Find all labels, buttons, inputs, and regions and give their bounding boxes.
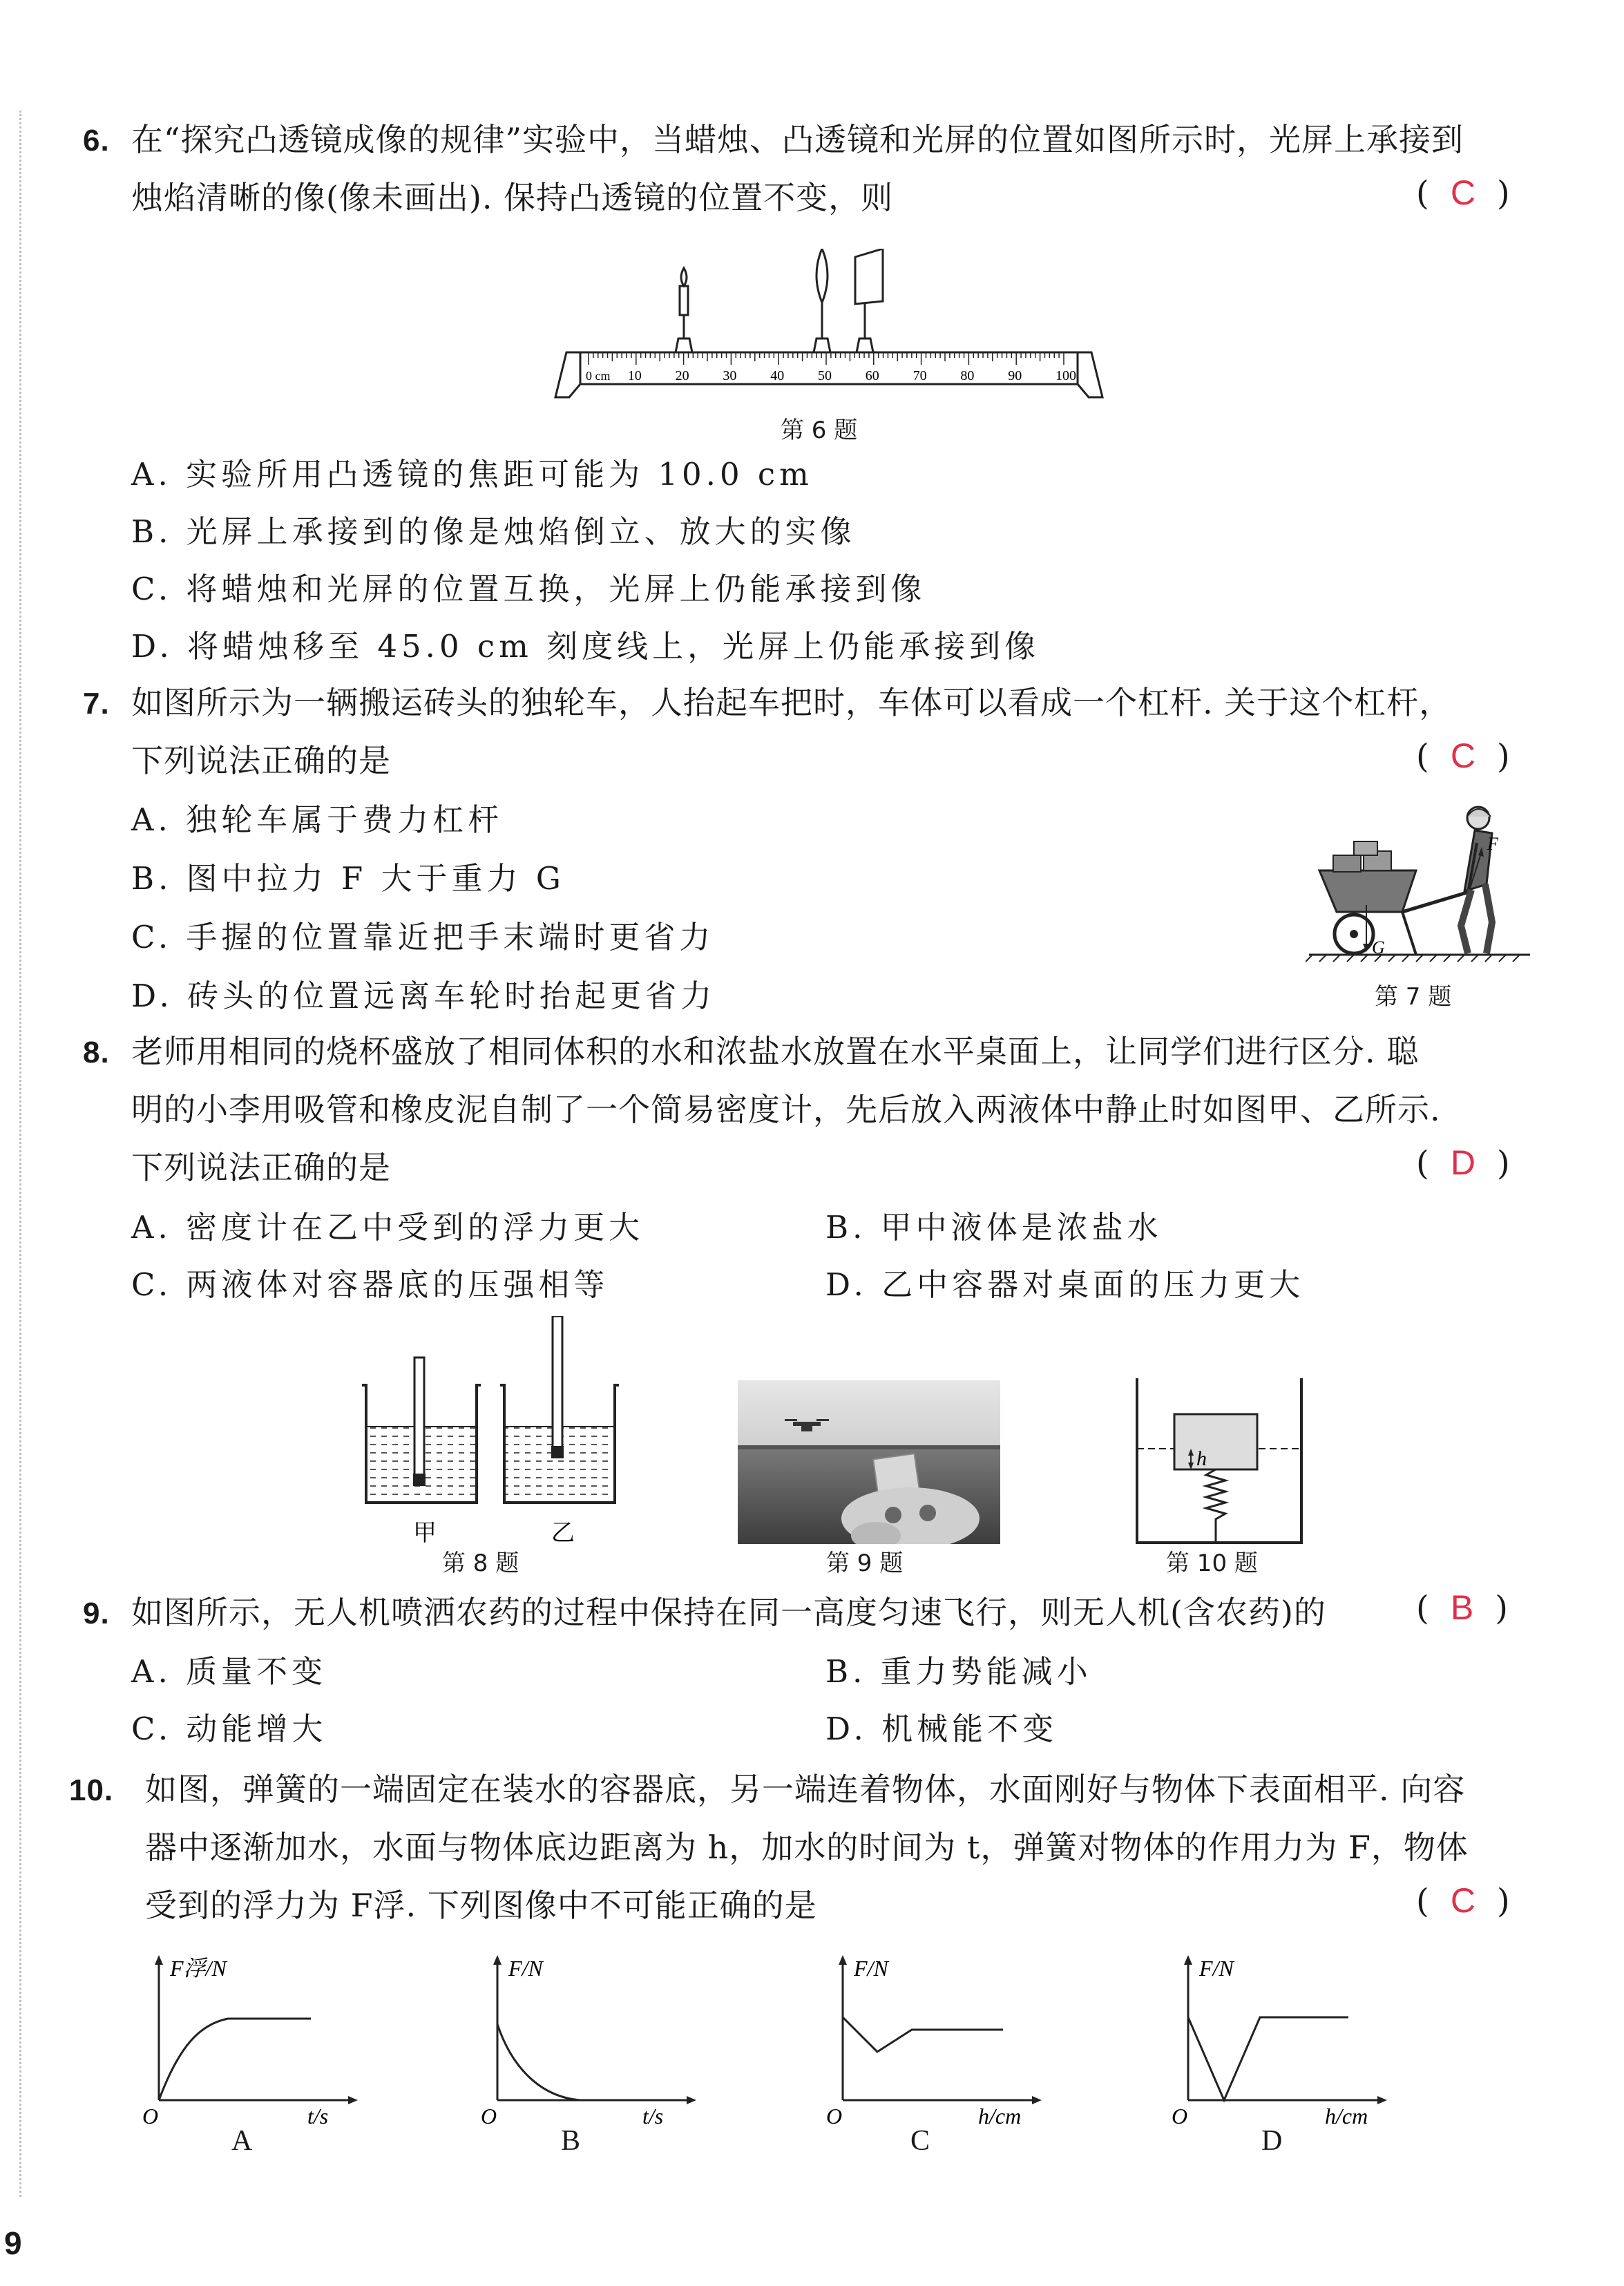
graph-c-letter: C	[910, 2125, 930, 2157]
graph-c-origin: O	[826, 2104, 843, 2128]
graph-d-ylabel: F/N	[1199, 1956, 1234, 1981]
graph-c-xlabel: h/cm	[978, 2104, 1022, 2128]
figure-caption-8: 第 8 题	[442, 1550, 519, 1577]
graph-b-ylabel: F/N	[508, 1956, 543, 1981]
question-10-line1: 如图，弹簧的一端固定在装水的容器底，另一端连着物体，水面刚好与物体下表面相平. 向容	[145, 1771, 1466, 1808]
graph-a	[138, 1948, 373, 2128]
curve-c	[843, 2017, 1003, 2052]
ruler-tick-label: 60	[865, 368, 879, 383]
graph-b-xlabel: t/s	[642, 2104, 664, 2128]
ruler-tick-label: 70	[913, 368, 927, 383]
h-label: h	[1196, 1447, 1207, 1470]
answer-bracket-7: ( C )	[1416, 736, 1510, 776]
option-8b: B. 甲中液体是浓盐水	[825, 1209, 1163, 1246]
answer-value: C	[1450, 173, 1475, 212]
ruler-tick-label: 20	[675, 368, 689, 383]
candle	[676, 268, 692, 352]
page-number: 9	[4, 2225, 22, 2261]
gravity-g-label: G	[1372, 937, 1385, 958]
option-9a: A. 质量不变	[131, 1653, 327, 1690]
answer-value: D	[1450, 1143, 1475, 1182]
question-8	[83, 1022, 110, 1082]
option-7c: C. 手握的位置靠近把手末端时更省力	[131, 919, 715, 955]
graph-b	[477, 1948, 711, 2128]
option-8c: C. 两液体对容器底的压强相等	[131, 1266, 609, 1303]
question-number: 7.	[83, 687, 110, 721]
question-10-line3: 受到的浮力为 F浮. 下列图像中不可能正确的是	[145, 1887, 817, 1924]
question-7	[83, 674, 110, 733]
question-9	[83, 1583, 110, 1643]
graph-b-origin: O	[481, 2104, 497, 2128]
beakers-figure	[359, 1316, 649, 1544]
ruler-tick-label: 10	[627, 368, 642, 383]
ruler-tick-label: 0 cm	[586, 369, 611, 383]
block-object	[1174, 1414, 1257, 1469]
option-6d: D. 将蜡烛移至 45.0 cm 刻度线上，光屏上仍能承接到像	[131, 628, 1040, 665]
answer-value: C	[1450, 1881, 1475, 1920]
question-6-line2: 烛焰清晰的像(像未画出). 保持凸透镜的位置不变，则	[131, 179, 894, 216]
option-7a: A. 独轮车属于费力杠杆	[131, 801, 504, 838]
graph-d-letter: D	[1261, 2125, 1283, 2157]
figure-caption-6: 第 6 题	[781, 417, 858, 444]
question-10	[69, 1760, 113, 1820]
wheelbarrow-tray	[1319, 870, 1416, 912]
question-7-line1: 如图所示为一辆搬运砖头的独轮车，人抬起车把时，车体可以看成一个杠杆. 关于这个杠杆，	[131, 684, 1452, 721]
person	[1461, 807, 1492, 953]
figure-caption-9: 第 9 题	[826, 1550, 904, 1577]
option-9d: D. 机械能不变	[825, 1711, 1058, 1747]
option-9c: C. 动能增大	[131, 1711, 327, 1747]
optical-bench-figure	[553, 249, 1105, 415]
label-yi: 乙	[551, 1521, 575, 1544]
spring-container-figure	[1133, 1378, 1306, 1544]
wheelbarrow-figure	[1306, 801, 1534, 967]
beaker-jia	[362, 1358, 481, 1503]
ruler-tick-label: 40	[770, 368, 785, 383]
option-6b: B. 光屏上承接到的像是烛焰倒立、放大的实像	[131, 513, 856, 550]
graph-c-ylabel: F/N	[854, 1956, 888, 1981]
answer-bracket-6: ( C )	[1416, 173, 1510, 213]
graph-d	[1167, 1948, 1402, 2128]
option-7b: B. 图中拉力 F 大于重力 G	[131, 860, 565, 897]
option-8a: A. 密度计在乙中受到的浮力更大	[131, 1209, 644, 1246]
convex-lens	[814, 249, 830, 352]
drone-photo	[738, 1380, 1000, 1544]
ruler-tick-label: 30	[723, 368, 737, 383]
question-8-line2: 明的小李用吸管和橡皮泥自制了一个简易密度计，先后放入两液体中静止时如图甲、乙所示.	[131, 1091, 1441, 1128]
answer-value: C	[1450, 736, 1475, 775]
question-number: 9.	[83, 1597, 110, 1630]
graph-c	[822, 1948, 1057, 2128]
answer-bracket-8: ( D )	[1416, 1143, 1510, 1183]
ruler-tick-label: 50	[818, 368, 832, 383]
beaker-yi	[500, 1316, 619, 1503]
question-6-line1: 在“探究凸透镜成像的规律”实验中，当蜡烛、凸透镜和光屏的位置如图所示时，光屏上承接到	[131, 121, 1464, 158]
light-screen	[855, 249, 883, 352]
graph-a-xlabel: t/s	[307, 2104, 329, 2128]
question-6	[83, 111, 110, 170]
option-7d: D. 砖头的位置远离车轮时抬起更省力	[131, 978, 716, 1014]
graph-d-xlabel: h/cm	[1325, 2104, 1368, 2128]
answer-value: B	[1450, 1588, 1474, 1627]
graph-a-origin: O	[142, 2104, 159, 2128]
force-f-label: F	[1487, 834, 1498, 854]
label-jia: 甲	[413, 1521, 437, 1544]
question-7-line2: 下列说法正确的是	[131, 742, 391, 779]
question-8-line3: 下列说法正确的是	[131, 1149, 391, 1186]
curve-d	[1188, 2017, 1348, 2100]
graph-a-letter: A	[231, 2125, 253, 2157]
ruler-tick-label: 100	[1055, 368, 1076, 383]
option-8d: D. 乙中容器对桌面的压力更大	[825, 1266, 1305, 1303]
option-9b: B. 重力势能减小	[825, 1653, 1092, 1690]
answer-bracket-10: ( C )	[1416, 1881, 1510, 1921]
curve-b	[497, 2024, 580, 2100]
ruler-tick-label: 80	[960, 368, 975, 383]
question-number: 8.	[83, 1036, 110, 1069]
margin-dotted-line	[19, 111, 21, 2197]
answer-bracket-9: ( B )	[1416, 1588, 1509, 1628]
question-number: 6.	[83, 124, 110, 158]
spring	[1206, 1469, 1225, 1543]
graph-d-origin: O	[1172, 2104, 1188, 2128]
curve-a	[159, 2019, 311, 2100]
figure-caption-7: 第 7 题	[1375, 983, 1452, 1011]
question-10-line2: 器中逐渐加水，水面与物体底边距离为 h，加水的时间为 t，弹簧对物体的作用力为 F，物体	[145, 1829, 1469, 1866]
ruler-tick-label: 90	[1008, 368, 1022, 383]
graph-b-letter: B	[561, 2125, 581, 2157]
question-9-line1: 如图所示，无人机喷洒农药的过程中保持在同一高度匀速飞行，则无人机(含农药)的	[131, 1594, 1326, 1631]
question-number: 10.	[69, 1773, 114, 1807]
option-6c: C. 将蜡烛和光屏的位置互换，光屏上仍能承接到像	[131, 571, 926, 607]
graph-a-ylabel: F浮/N	[170, 1956, 227, 1981]
figure-caption-10: 第 10 题	[1166, 1550, 1258, 1577]
option-6a: A. 实验所用凸透镜的焦距可能为 10.0 cm	[131, 456, 813, 493]
question-8-line1: 老师用相同的烧杯盛放了相同体积的水和浓盐水放置在水平桌面上，让同学们进行区分. 聪	[131, 1033, 1420, 1070]
